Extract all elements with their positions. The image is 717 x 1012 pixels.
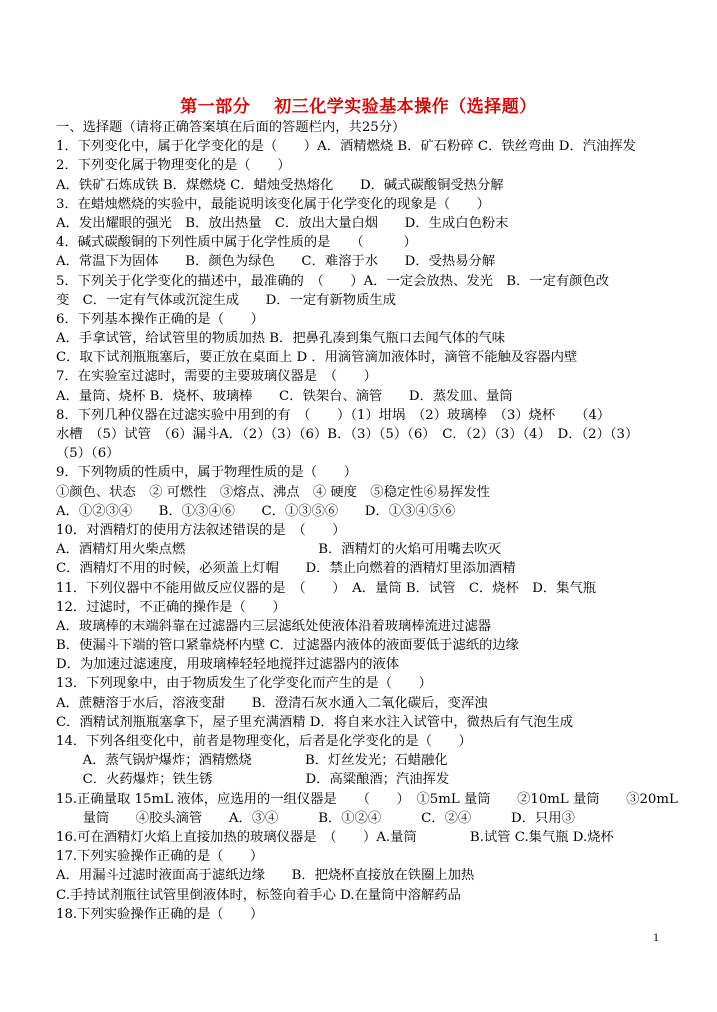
- text-line: A．量筒、烧杯 B．烧杯、玻璃棒 C．铁架台、滴管 D．蒸发皿、量筒: [56, 388, 513, 404]
- text-line: A．手拿试管，给试管里的物质加热 B．把鼻孔凑到集气瓶口去闻气体的气味: [56, 331, 506, 347]
- text-line: 一、选择题（请将正确答案填在后面的答题栏内，共25分）: [56, 120, 406, 135]
- text-line: （5）（6）: [56, 446, 120, 462]
- text-line: 7．在实验室过滤时，需要的主要玻璃仪器是 （ ）: [56, 369, 377, 385]
- text-line: C．取下试剂瓶瓶塞后，要正放在桌面上 D ．用滴管滴加液体时，滴管不能触及容器内壁: [56, 350, 578, 366]
- text-line: 8．下列几种仪器在过滤实验中用到的有 （ ）（1）坩埚 （2）玻璃棒 （3）烧杯 （4）: [56, 407, 611, 423]
- text-line: 12．过滤时，不正确的操作是（ ）: [56, 599, 286, 615]
- page-number: 1: [653, 930, 659, 944]
- text-line: 17.下列实验操作正确的是（ ）: [56, 849, 264, 865]
- text-line: 15.正确量取 15mL 液体，应选用的一组仪器是 （ ） ①5mL 量筒 ②10mL 量筒 ③20mL: [56, 791, 678, 807]
- text-line: 量筒 ④胶头滴管 A．③④ B．①②④ C．②④ D．只用③: [56, 810, 575, 826]
- text-line: 6．下列基本操作正确的是（ ）: [56, 311, 264, 327]
- text-line: 水槽 （5）试管 （6）漏斗A．（2）（3）（6）B．（3）（5）（6） C．（2）（3）（4） D．（2）（3）: [56, 427, 639, 442]
- text-line: D．为加速过滤速度，用玻璃棒轻轻地搅拌过滤器内的液体: [56, 657, 400, 673]
- text-line: C．酒精试剂瓶瓶塞拿下，屋子里充满酒精 D．将自来水注入试管中，微热后有气泡生成: [56, 714, 574, 730]
- text-line: ①颜色、状态 ② 可燃性 ③熔点、沸点 ④ 硬度 ⑤稳定性⑥易挥发性: [56, 484, 490, 500]
- text-line: 1．下列变化中，属于化学变化的是（ ）A．酒精燃烧 B．矿石粉碎 C．铁丝弯曲 D．汽油挥发: [56, 139, 636, 155]
- text-line: A．发出耀眼的强光 B．放出热量 C．放出大量白烟 D．生成白色粉末: [56, 215, 509, 231]
- text-line: A．酒精灯用火柴点燃 B．酒精灯的火焰可用嘴去吹灭: [56, 542, 501, 558]
- text-line: 11．下列仪器中不能用做反应仪器的是 （ ） A．量筒 B．试管 C．烧杯 D．集气瓶: [56, 580, 597, 596]
- text-line: 16.可在酒精灯火焰上直接加热的玻璃仪器是 （ ）A.量筒 B.试管 C.集气瓶 D.烧杯: [56, 829, 614, 845]
- text-line: 9．下列物质的性质中，属于物理性质的是（ ）: [56, 465, 357, 481]
- text-line: A．蔗糖溶于水后，溶液变甜 B．澄清石灰水通入二氧化碳后，变浑浊: [56, 695, 488, 711]
- page-title: 第一部分 初三化学实验基本操作（选择题）: [180, 97, 537, 117]
- question-list: [56, 118, 696, 924]
- text-line: 变 C．一定有气体或沉淀生成 D．一定有新物质生成: [56, 292, 396, 308]
- text-line: A．用漏斗过滤时液面高于滤纸边缘 B．把烧杯直接放在铁圈上加热: [56, 868, 475, 884]
- text-line: 2．下列变化属于物理变化的是（ ）: [56, 158, 291, 174]
- text-line: A．玻璃棒的末端斜靠在过滤器内三层滤纸处使液体沿着玻璃棒流进过滤器: [56, 618, 492, 634]
- text-line: 18.下列实验操作正确的是（ ）: [56, 906, 264, 922]
- text-line: C．酒精灯不用的时候，必须盖上灯帽 D．禁止向燃着的酒精灯里添加酒精: [56, 561, 516, 577]
- text-line: 4．碱式碳酸铜的下列性质中属于化学性质的是 （ ）: [56, 235, 417, 251]
- text-line: 5．下列关于化学变化的描述中，最准确的 （ ）A．一定会放热、发光 B．一定有颜色改: [56, 273, 610, 289]
- text-line: A．铁矿石炼成铁 B．煤燃烧 C．蜡烛受热熔化 D．碱式碳酸铜受热分解: [56, 177, 504, 193]
- text-line: 10．对酒精灯的使用方法叙述错误的是 （ ）: [56, 522, 346, 538]
- text-line: 3．在蜡烛燃烧的实验中，最能说明该变化属于化学变化的现象是（ ）: [56, 196, 490, 212]
- text-line: 13．下列现象中，由于物质发生了化学变化而产生的是（ ）: [56, 676, 432, 692]
- text-line: B．使漏斗下端的管口紧靠烧杯内壁 C．过滤器内液体的液面要低于滤纸的边缘: [56, 638, 519, 654]
- text-line: A．①②③④ B．①③④⑥ C．①③⑤⑥ D．①③④⑤⑥: [56, 503, 456, 519]
- text-line: C．火药爆炸；铁生锈 D．高粱酿酒；汽油挥发: [56, 772, 450, 788]
- text-line: A．常温下为固体 B．颜色为绿色 C．难溶于水 D．受热易分解: [56, 254, 496, 270]
- text-line: C.手持试剂瓶往试管里倒液体时，标签向着手心 D.在量筒中溶解药品: [56, 887, 461, 903]
- text-line: A．蒸气锅炉爆炸；酒精燃烧 B．灯丝发光；石蜡融化: [56, 753, 448, 769]
- text-line: 14．下列各组变化中，前者是物理变化，后者是化学变化的是（ ）: [56, 734, 472, 749]
